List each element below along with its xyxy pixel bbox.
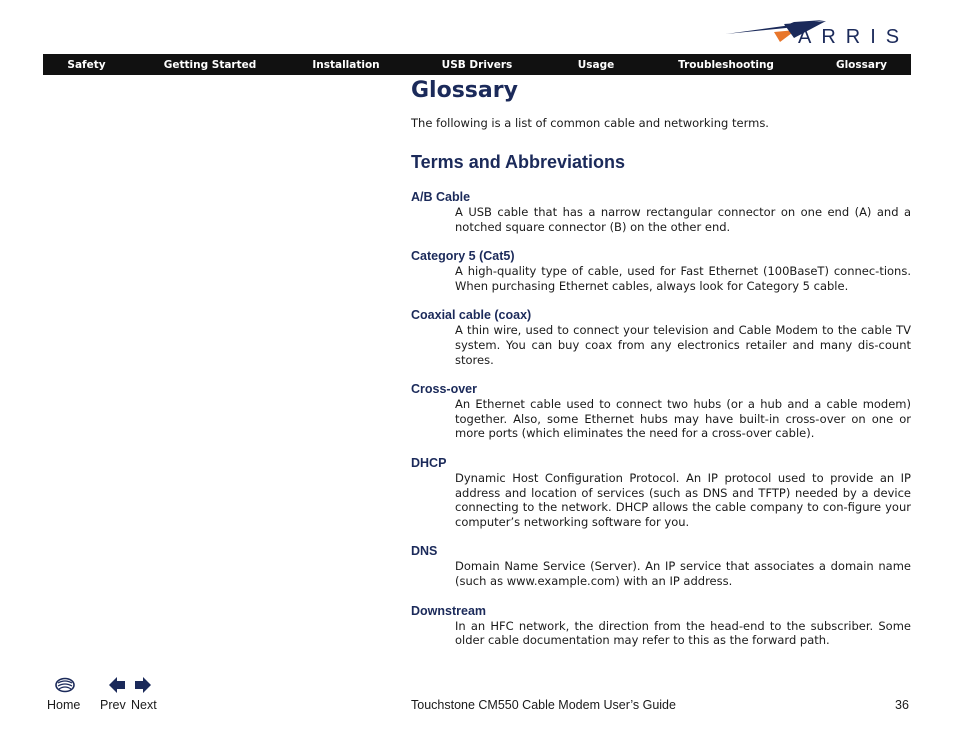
nav-usb-drivers[interactable]: USB Drivers <box>441 58 513 71</box>
term-dhcp <box>411 455 911 529</box>
nav-glossary[interactable]: Glossary <box>835 58 888 71</box>
guide-title: Touchstone CM550 Cable Modem User’s Guide <box>411 698 676 712</box>
page-title: Glossary <box>411 78 518 103</box>
nav-troubleshooting[interactable]: Troubleshooting <box>678 58 774 71</box>
term-definition: A USB cable that has a narrow rectangular connector on one end (A) and a notched square connector (B) on the other end. <box>455 205 911 234</box>
term-definition: A thin wire, used to connect your television and Cable Modem to the cable TV system. You can buy coax from any electronics retailer and many dis-count stores. <box>455 323 911 367</box>
term-category-5 <box>411 248 911 293</box>
nav-safety[interactable]: Safety <box>67 58 106 71</box>
next-arrow-icon[interactable] <box>134 677 151 693</box>
term-definition: In an HFC network, the direction from the head-end to the subscriber. Some older cable documentation may refer to this as the forward path. <box>455 618 911 648</box>
home-icon[interactable] <box>55 677 75 693</box>
next-link[interactable]: Next <box>131 698 157 712</box>
terms-list <box>411 189 911 662</box>
page-number: 36 <box>895 698 909 712</box>
prev-link[interactable]: Prev <box>100 698 126 712</box>
term-downstream <box>411 603 911 648</box>
nav-usage[interactable]: Usage <box>577 58 615 71</box>
term-name: Cross-over <box>411 382 477 397</box>
term-name: DNS <box>411 544 438 559</box>
term-coaxial-cable <box>411 307 911 367</box>
nav-getting-started[interactable]: Getting Started <box>163 58 257 71</box>
term-name: Downstream <box>411 603 487 618</box>
arris-logo-text: ARRIS <box>798 26 910 48</box>
term-definition: Domain Name Service (Server). An IP service that associates a domain name (such as www.example.com) with an IP address. <box>455 559 911 588</box>
section-title: Terms and Abbreviations <box>411 152 626 172</box>
prev-arrow-icon[interactable] <box>109 677 126 693</box>
term-name: A/B Cable <box>411 190 471 204</box>
top-navigation <box>43 54 911 75</box>
term-name: Category 5 (Cat5) <box>411 249 515 264</box>
term-name: Coaxial cable (coax) <box>411 308 532 323</box>
term-definition: An Ethernet cable used to connect two hubs (or a hub and a cable modem) together. Also, some Ethernet hubs may have built-in cross-over on one or more ports (which eliminates the need for a cross-over cable). <box>455 397 911 441</box>
term-name: DHCP <box>411 455 447 470</box>
term-ab-cable <box>411 189 911 234</box>
intro-text: The following is a list of common cable and networking terms. <box>411 116 769 130</box>
nav-installation[interactable]: Installation <box>312 58 380 71</box>
term-definition: Dynamic Host Configuration Protocol. An IP protocol used to provide an IP address and location of services (such as DNS and TFTP) needed by a device connecting to the network. DHCP allows the cable company to con-figure your computer’s networking software for you. <box>455 470 911 529</box>
home-link[interactable]: Home <box>47 698 81 712</box>
term-cross-over <box>411 381 911 441</box>
term-definition: A high-quality type of cable, used for Fast Ethernet (100BaseT) connec-tions. When purchasing Ethernet cables, always look for Category 5 cable. <box>455 264 911 293</box>
term-dns <box>411 543 911 588</box>
